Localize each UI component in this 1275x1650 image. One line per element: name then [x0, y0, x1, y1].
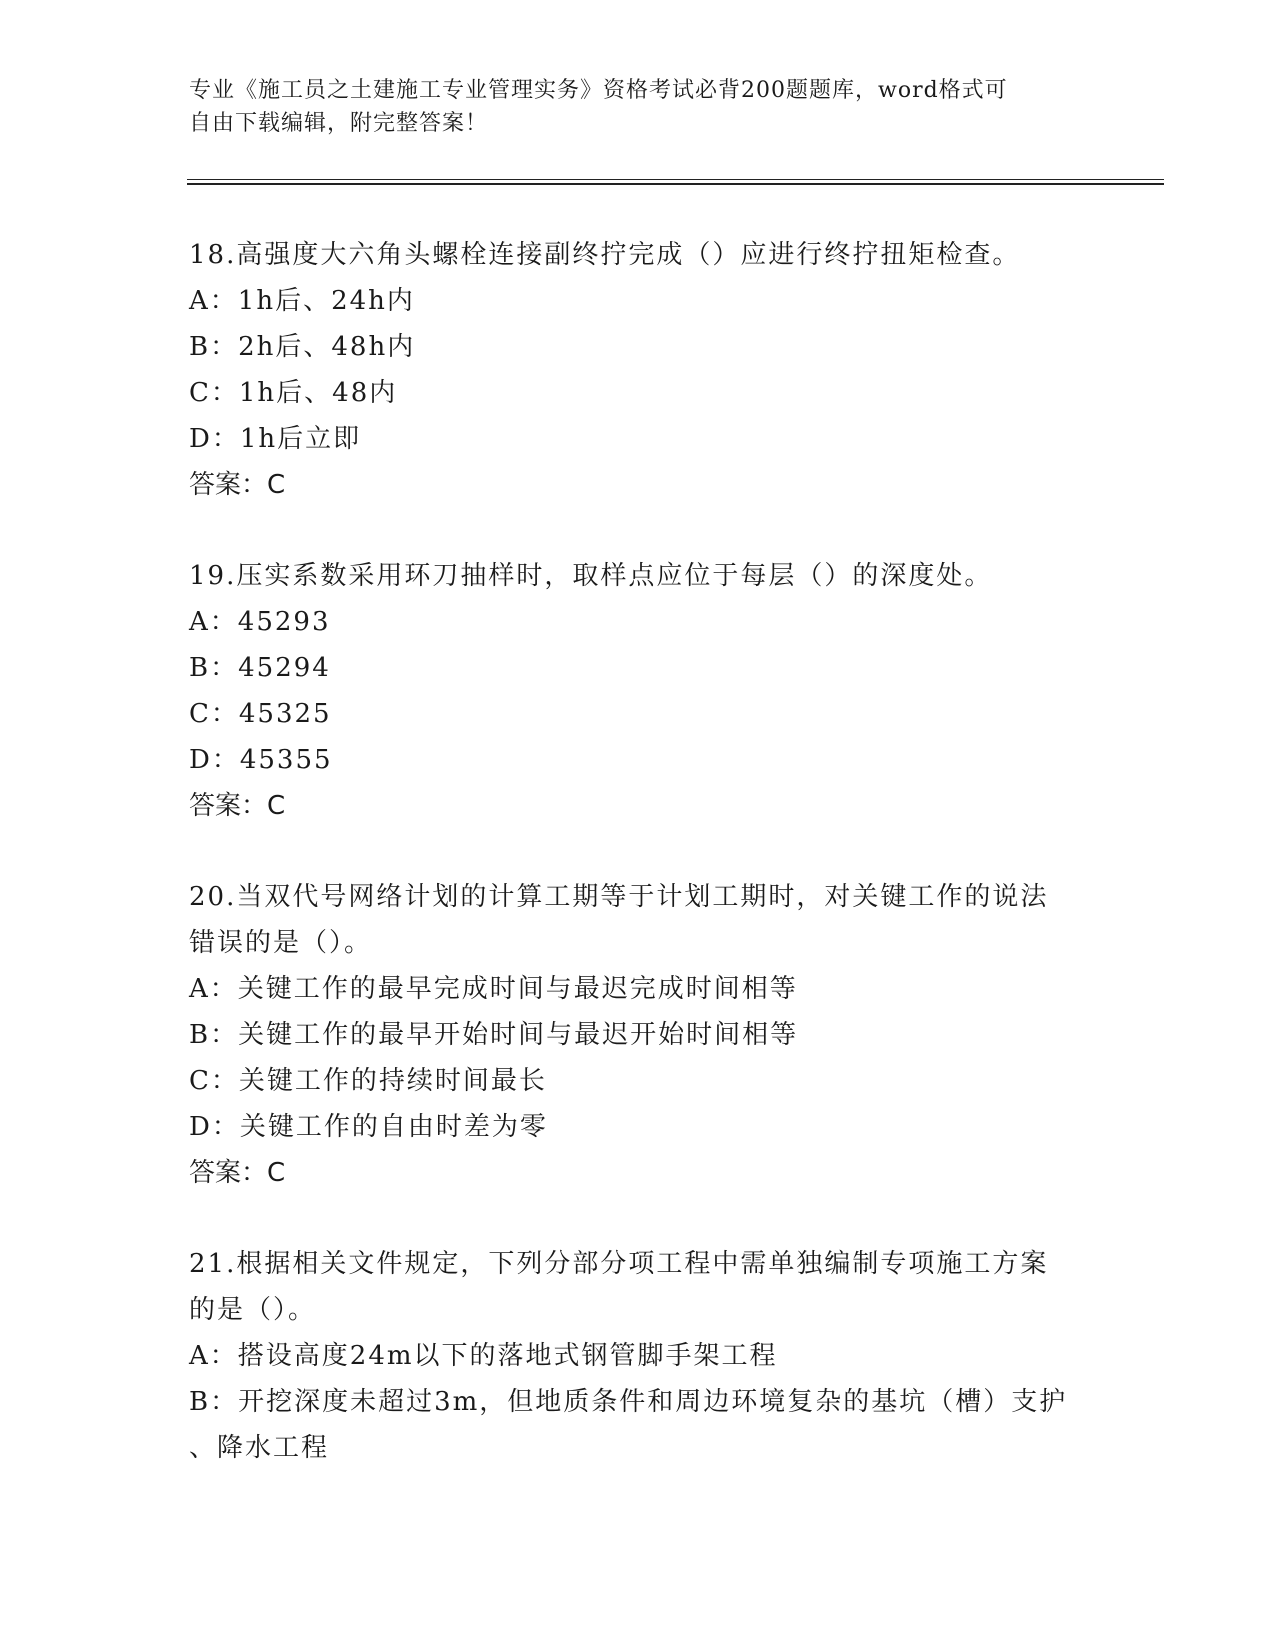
document-header [189, 74, 1089, 140]
answer-label: 答案：C [189, 470, 286, 500]
question-stem-line-1: 20.当双代号网络计划的计算工期等于计划工期时，对关键工作的说法 [189, 882, 1049, 912]
option-c: C：1h后、48内 [189, 378, 398, 408]
option-b-line-2: 、降水工程 [189, 1433, 330, 1463]
option-d: D：关键工作的自由时差为零 [189, 1112, 548, 1142]
question-stem-line-1: 21.根据相关文件规定，下列分部分项工程中需单独编制专项施工方案 [189, 1249, 1049, 1279]
question-stem-line-2: 错误的是（）。 [189, 928, 373, 958]
question-20 [189, 874, 1089, 1196]
answer-label: 答案：C [189, 1158, 286, 1188]
option-d: D：1h后立即 [189, 424, 362, 454]
option-d: D：45355 [189, 745, 333, 775]
header-divider-thin [187, 179, 1164, 180]
option-a: A：搭设高度24m以下的落地式钢管脚手架工程 [189, 1341, 778, 1371]
option-a: A：关键工作的最早完成时间与最迟完成时间相等 [189, 974, 798, 1004]
header-line-1: 专业《施工员之土建施工专业管理实务》资格考试必背200题题库，word格式可 [189, 78, 1008, 103]
option-b-line-1: B：开挖深度未超过3m，但地质条件和周边环境复杂的基坑（槽）支护 [189, 1387, 1068, 1417]
option-b: B：关键工作的最早开始时间与最迟开始时间相等 [189, 1020, 799, 1050]
answer-label: 答案：C [189, 791, 286, 821]
option-a: A：45293 [189, 607, 331, 637]
question-stem: 18.高强度大六角头螺栓连接副终拧完成（）应进行终拧扭矩检查。 [189, 240, 1021, 270]
question-stem-line-2: 的是（）。 [189, 1295, 317, 1325]
option-a: A：1h后、24h内 [189, 286, 415, 316]
question-stem: 19.压实系数采用环刀抽样时，取样点应位于每层（）的深度处。 [189, 561, 993, 591]
question-19 [189, 553, 1089, 829]
option-c: C：关键工作的持续时间最长 [189, 1066, 547, 1096]
question-list [189, 232, 1089, 1516]
header-line-2: 自由下载编辑，附完整答案！ [189, 111, 489, 136]
question-18 [189, 232, 1089, 508]
option-b: B：45294 [189, 653, 331, 683]
option-c: C：45325 [189, 699, 332, 729]
header-divider-thick [187, 183, 1164, 185]
option-b: B：2h后、48h内 [189, 332, 416, 362]
question-21 [189, 1241, 1089, 1471]
